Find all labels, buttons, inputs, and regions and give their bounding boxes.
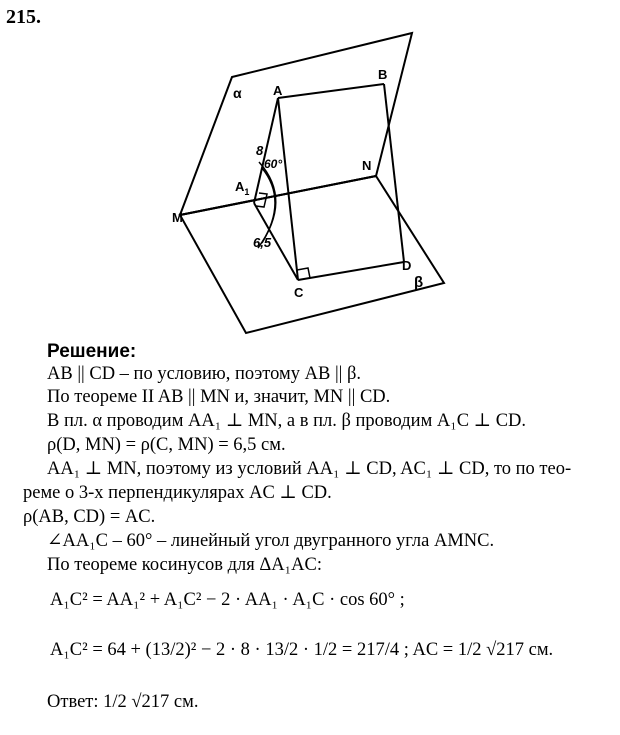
formula-cosine-law: A₁C² = AA₁² + A₁C² − 2 · AA₁ · A₁C · cos 60° ; [50, 590, 405, 610]
label-c: C [294, 285, 304, 300]
label-alpha: α [233, 85, 242, 101]
solution-line-1: AB || CD – по условию, поэтому AB || β. [47, 364, 362, 384]
label-b: B [378, 67, 388, 82]
segment-bd [384, 84, 404, 262]
segment-cd [298, 262, 404, 280]
label-a: A [273, 83, 283, 98]
segment-ac [278, 98, 298, 280]
solution-line-2: По теореме II AB || MN и, значит, MN || CD. [47, 387, 391, 407]
label-beta: β [414, 274, 424, 291]
segment-ab [278, 84, 384, 98]
label-angle-60: 60° [264, 157, 283, 171]
label-a1-main: A [235, 179, 245, 194]
solution-heading: Решение: [47, 341, 137, 362]
right-angle-c [297, 268, 310, 278]
problem-number: 215. [6, 6, 41, 28]
dihedral-angle-figure [165, 30, 465, 340]
label-a1 [235, 179, 249, 197]
solution-line-3: В пл. α проводим AA₁ ⊥ MN, а в пл. β проводим A₁C ⊥ CD. [47, 411, 527, 431]
plane-beta [180, 176, 444, 333]
label-length-8: 8 [256, 143, 264, 158]
answer: Ответ: 1/2 √217 см. [47, 692, 199, 712]
solution-line-4: ρ(D, MN) = ρ(C, MN) = 6,5 см. [47, 435, 286, 455]
label-d: D [402, 258, 412, 273]
solution-line-5: AA₁ ⊥ MN, поэтому из условий AA₁ ⊥ CD, AC₁ ⊥ CD, то по тео- [47, 459, 572, 479]
solution-line-6: реме о 3-х перпендикулярах AC ⊥ CD. [23, 483, 332, 503]
solution-line-8: ∠AA₁C – 60° – линейный угол двугранного угла AMNC. [47, 531, 495, 551]
label-a1-sub: 1 [244, 187, 250, 197]
plane-alpha [180, 33, 412, 215]
label-n: N [362, 158, 372, 173]
label-m: M [172, 210, 183, 225]
label-length-65: 6,5 [253, 235, 272, 250]
solution-line-9: По теореме косинусов для ΔA₁AC: [47, 555, 322, 575]
edge-mn [180, 176, 376, 215]
solution-line-7: ρ(AB, CD) = AC. [23, 507, 156, 527]
formula-calculation: A₁C² = 64 + (13/2)² − 2 · 8 · 13/2 · 1/2 = 217/4 ; AC = 1/2 √217 см. [50, 640, 554, 660]
